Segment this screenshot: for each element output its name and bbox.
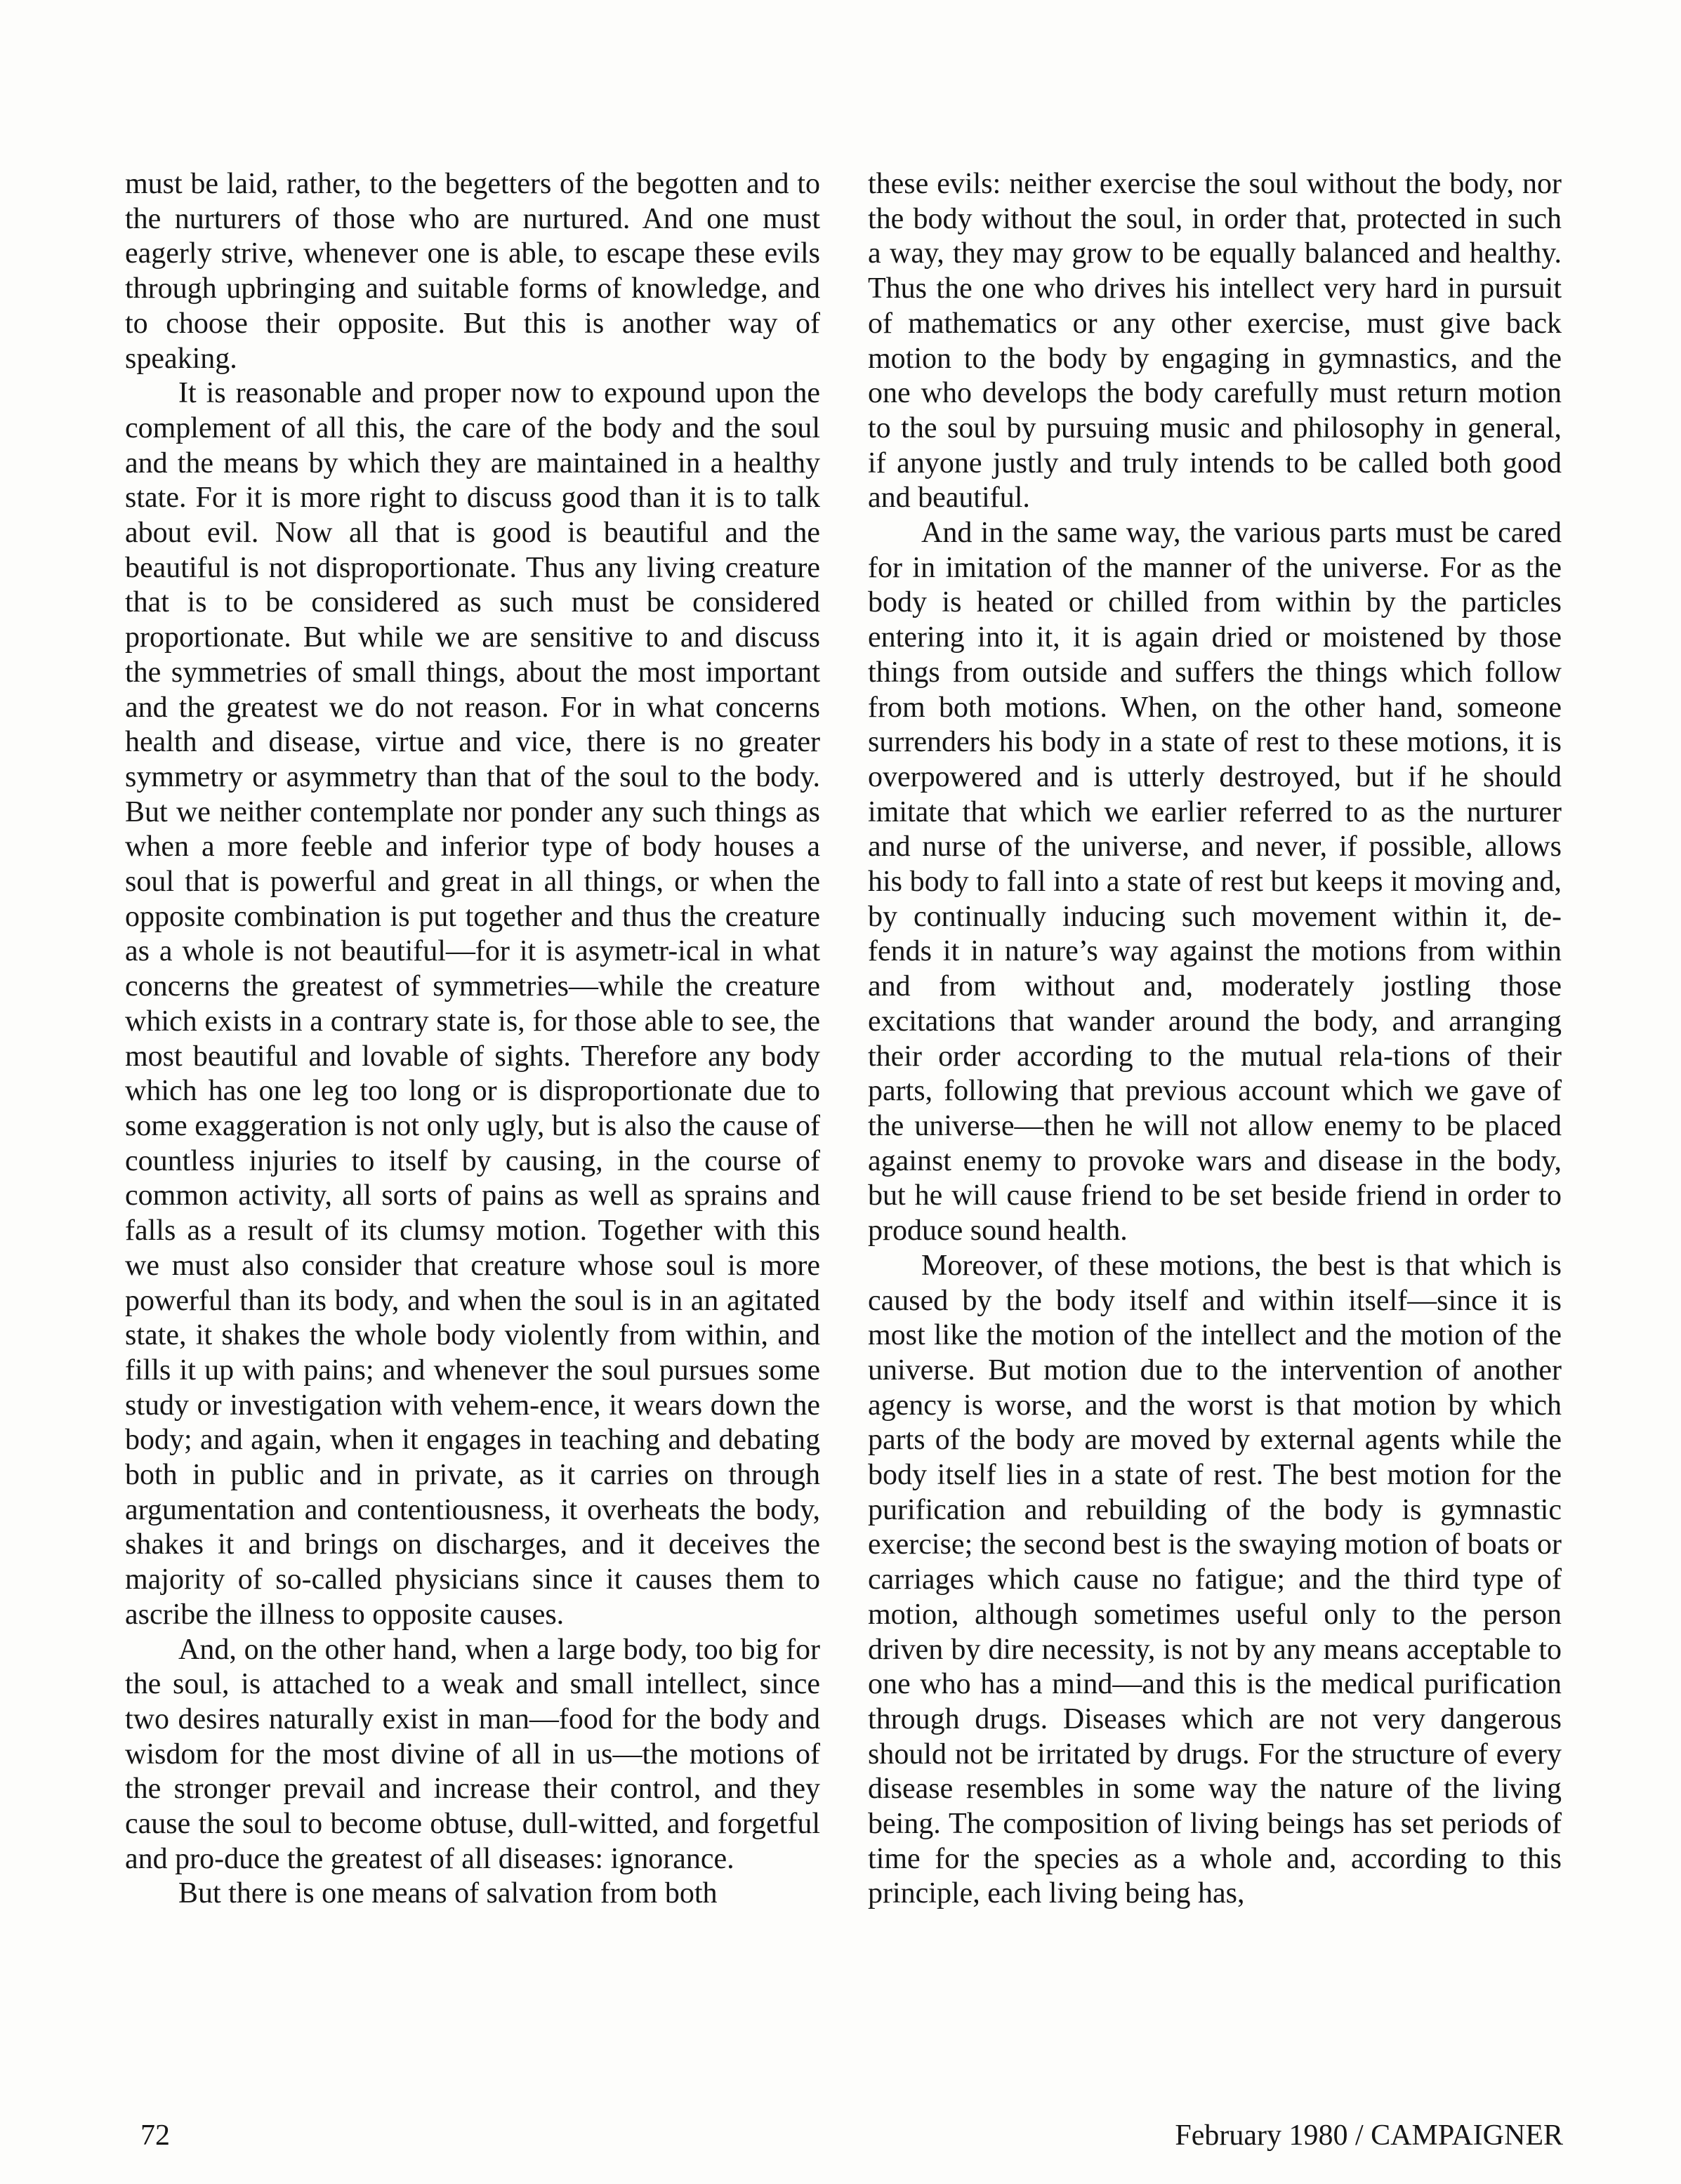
left-text-column — [125, 167, 820, 1912]
paragraph: must be laid, rather, to the begetters of the begotten and to the nurturers of those who are nurtured. And one must eagerly strive, whenever one is able, to escape these evils through upbringing and suitable forms of knowledge, and to choose their opposite. But this is another way of speaking. — [125, 168, 820, 375]
running-footer: February 1980 / CAMPAIGNER — [1175, 2119, 1563, 2152]
page-number: 72 — [140, 2119, 170, 2152]
paragraph: Moreover, of these motions, the best is that which is caused by the body itself and within itself—since it is most like the motion of the intellect and the motion of the universe. But motion due to the intervention of another agency is worse, and the worst is that motion by which parts of the body are moved by external agents while the body itself lies in a state of rest. The best motion for the purification and rebuilding of the body is gymnastic exercise; the second best is the swaying motion of boats or carriages which cause no fatigue; and the third type of motion, although sometimes useful only to the person driven by dire necessity, is not by any means acceptable to one who has a mind—and this is the medical purification through drugs. Diseases which are not very dangerous should not be irritated by drugs. For the structure of every disease resembles in some way the nature of the living being. The composition of living beings has set periods of time for the species as a whole and, according to this principle, each living being has, — [868, 1249, 1562, 1910]
paragraph: And, on the other hand, when a large body, too big for the soul, is attached to a weak and small intellect, since two desires naturally exist in man—food for the body and wisdom for the most divine of all in us—the motions of the stronger prevail and increase their control, and they cause the soul to become obtuse, dull-witted, and forgetful and pro-duce the greatest of all diseases: ignorance. — [125, 1633, 820, 1875]
right-text-column — [868, 167, 1562, 1912]
paragraph: But there is one means of salvation from both — [178, 1877, 718, 1910]
paragraph: And in the same way, the various parts must be cared for in imitation of the manner of the universe. For as the body is heated or chilled from within by the particles entering into it, it is again dried or moistened by those things from outside and suffers the things which follow from both motions. When, on the other hand, someone surrenders his body in a state of rest to these motions, it is overpowered and is utterly destroyed, but if he should imitate that which we earlier referred to as the nurturer and nurse of the universe, and never, if possible, allows his body to fall into a state of rest but keeps it moving and, by continually inducing such movement within it, de-fends it in nature’s way against the motions from within and from without and, moderately jostling those excitations that wander around the body, and arranging their order according to the mutual rela-tions of their parts, following that previous account which we gave of the universe—then he will not allow enemy to be placed against enemy to provoke wars and disease in the body, but he will cause friend to be set beside friend in order to produce sound health. — [868, 517, 1562, 1247]
paragraph: these evils: neither exercise the soul without the body, nor the body without the soul, in order that, protected in such a way, they may grow to be equally balanced and healthy. Thus the one who drives his intellect very hard in pursuit of mathematics or any other exercise, must give back motion to the body by engaging in gymnastics, and the one who develops the body carefully must return motion to the soul by pursuing music and philosophy in general, if anyone justly and truly intends to be called both good and beautiful. — [868, 168, 1562, 515]
paragraph: It is reasonable and proper now to expound upon the complement of all this, the care of the body and the soul and the means by which they are maintained in a healthy state. For it is more right to discuss good than it is to talk about evil. Now all that is good is beautiful and the beautiful is not disproportionate. Thus any living creature that is to be considered as such must be considered proportionate. But while we are sensitive to and discuss the symmetries of small things, about the most important and the greatest we do not reason. For in what concerns health and disease, virtue and vice, there is no greater symmetry or asymmetry than that of the soul to the body. But we neither contemplate nor ponder any such things as when a more feeble and inferior type of body houses a soul that is powerful and great in all things, or when the opposite combination is put together and thus the creature as a whole is not beautiful—for it is asymetr-ical in what concerns the greatest of symmetries—while the creature which exists in a contrary state is, for those able to see, the most beautiful and lovable of sights. Therefore any body which has one leg too long or is disproportionate due to some exaggeration is not only ugly, but is also the cause of countless injuries to itself by causing, in the course of common activity, all sorts of pains as well as sprains and falls as a result of its clumsy motion. Together with this we must also consider that creature whose soul is more powerful than its body, and when the soul is in an agitated state, it shakes the whole body violently from within, and fills it up with pains; and whenever the soul pursues some study or investigation with vehem-ence, it wears down the body; and again, when it engages in teaching and debating both in public and in private, as it carries on through argumentation and contentiousness, it overheats the body, shakes it and brings on discharges, and it deceives the majority of so-called physicians since it causes them to ascribe the illness to opposite causes. — [125, 377, 820, 1631]
